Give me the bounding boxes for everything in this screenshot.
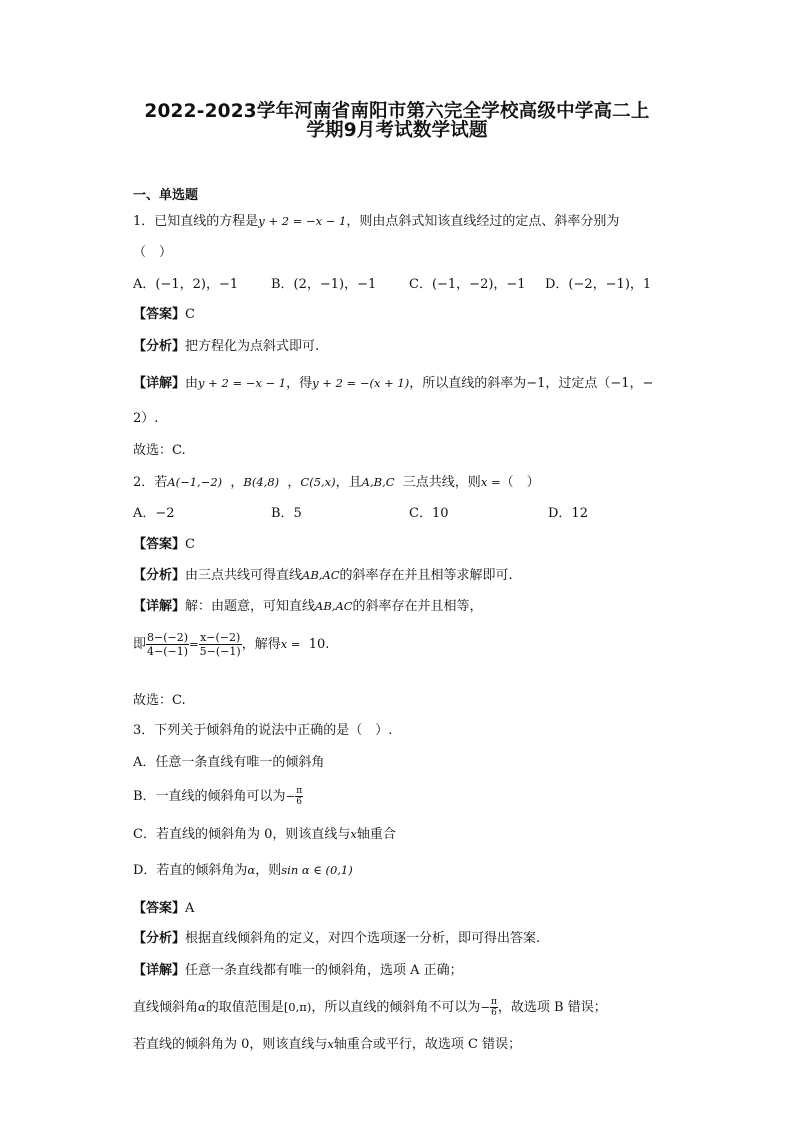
q2-analysis-line: [133, 566, 513, 585]
q1-options: [0, 276, 794, 294]
q2-choose-label: 故选：: [133, 693, 173, 708]
q3-detail-2-mid-2: ，所以直线的倾斜角不可以为: [311, 1000, 481, 1015]
q2-fraction-2-numerator: x−(−2): [200, 631, 241, 644]
q2-detail-line: [133, 597, 483, 616]
q2-detail-post: 的斜率存在并且相等，: [352, 599, 483, 614]
q1-answer-line: [133, 306, 195, 324]
q1-detail-line: [133, 374, 653, 393]
q2-eq-sign: =: [189, 637, 199, 651]
section-heading: 一、单选题: [133, 188, 199, 203]
q2-analysis-post: 的斜率存在并且相等求解即可.: [339, 568, 513, 583]
q3-detail-2-fraction-denominator: 6: [491, 1008, 497, 1018]
q3-detail-3-pre: 若直线的倾斜角为 0，则该直线与: [133, 1037, 328, 1052]
q2-detail-math: AB,AC: [315, 599, 353, 613]
q3-option-b-fraction: [295, 786, 303, 807]
q2-eq-pre: 即: [133, 637, 147, 652]
q3-detail-3-var: x: [327, 1037, 334, 1051]
q3-option-d: [133, 861, 353, 880]
q3-answer-value: A: [185, 901, 195, 916]
q2-stem-mid: ，且: [335, 475, 362, 490]
q1-option-c: C．(−1，−2)，−1: [409, 277, 526, 292]
q2-options: [0, 505, 794, 523]
q1-option-b: B．(2，−1)，−1: [271, 277, 377, 292]
q3-detail-label: 【详解】: [133, 963, 186, 978]
q2-point-b: B(4,8): [243, 475, 280, 489]
q2-detail-label: 【详解】: [133, 599, 186, 614]
q2-option-a: A．−2: [133, 506, 175, 521]
q1-answer-value: C: [185, 307, 195, 322]
q1-choose-line: [133, 442, 186, 460]
q1-detail-label: 【详解】: [133, 376, 186, 391]
q2-answer-value: C: [185, 537, 195, 552]
q3-option-c-var: x: [350, 827, 357, 841]
q2-fraction-1-denominator: 4−(−1): [147, 645, 189, 658]
q3-option-b-fraction-denominator: 6: [296, 797, 303, 807]
q1-paren: （ ）: [133, 245, 173, 260]
q2-analysis-math: AB,AC: [302, 568, 340, 582]
q3-option-d-mid: ，则: [255, 863, 282, 878]
q2-eq-value: 10.: [308, 637, 330, 652]
q2-fraction-2: [199, 631, 242, 658]
q1-stem-pre: 1．已知直线的方程是: [133, 214, 259, 229]
q1-analysis-line: [133, 338, 319, 356]
q3-option-b-fraction-numerator: π: [296, 786, 303, 796]
q2-analysis-label: 【分析】: [133, 568, 186, 583]
q1-detail-post: ，所以直线的斜率为−1，过定点（−1，−: [409, 376, 654, 391]
q2-point-c: C(5,x): [300, 475, 336, 489]
q1-option-a: A．(−1，2)，−1: [133, 277, 239, 292]
q1-analysis-text: 把方程化为点斜式即可.: [185, 339, 320, 354]
q1-choose-value: C.: [172, 443, 186, 458]
q3-option-b: [133, 784, 303, 809]
q2-point-a: A(−1,−2): [167, 475, 223, 489]
q1-detail-line-2: 2）.: [133, 411, 159, 426]
q3-analysis-line: [133, 930, 540, 948]
q1-stem-post: ，则由点斜式知该直线经过的定点、斜率分别为: [346, 214, 620, 229]
q2-sep-2: ，: [287, 475, 301, 490]
q2-answer-label: 【答案】: [133, 537, 186, 552]
q2-choose-value: C.: [172, 693, 186, 708]
q3-option-a: A．任意一条直线有唯一的倾斜角: [133, 755, 325, 770]
q2-fraction-1: [146, 631, 189, 658]
q2-points-abc: A,B,C: [361, 475, 395, 489]
q3-analysis-label: 【分析】: [133, 931, 186, 946]
q3-option-d-math: sin α ∈ (0,1): [281, 863, 353, 877]
q3-option-d-var: α: [247, 863, 256, 877]
q3-detail-line-2: [133, 995, 607, 1020]
q3-option-c: [133, 825, 396, 844]
q1-answer-label: 【答案】: [133, 307, 186, 322]
q3-option-c-pre: C．若直线的倾斜角为 0，则该直线与: [133, 827, 351, 842]
q1-stem-math: y + 2 = −x − 1: [258, 214, 347, 228]
q2-eq-var: x =: [280, 637, 301, 651]
q3-detail-2-math: [0,π): [283, 1000, 312, 1014]
q3-detail-2-mid: 的取值范围是: [205, 1000, 284, 1015]
q1-detail-math-1: y + 2 = −x − 1: [198, 376, 287, 390]
q1-stem: [133, 212, 619, 231]
q2-choose-line: [133, 692, 186, 710]
q2-stem: [133, 473, 540, 492]
q3-option-d-pre: D．若直的倾斜角为: [133, 863, 248, 878]
q3-detail-2-fraction-numerator: π: [490, 997, 497, 1007]
q3-detail-2-pre: 直线倾斜角: [133, 1000, 199, 1015]
q2-option-b: B．5: [271, 506, 302, 521]
q3-detail-text-1: 任意一条直线都有唯一的倾斜角，选项 A 正确；: [185, 963, 463, 978]
q2-stem-post: （ ）: [500, 475, 540, 490]
q3-option-b-text: B．一直线的倾斜角可以为: [133, 789, 286, 804]
q1-choose-label: 故选：: [133, 443, 173, 458]
q3-analysis-text: 根据直线倾斜角的定义，对四个选项逐一分析，即可得出答案.: [185, 931, 541, 946]
q3-answer-line: [133, 900, 194, 918]
q2-option-c: C．10: [409, 506, 449, 521]
q2-x-equals: x =: [480, 475, 501, 489]
q3-detail-2-fraction: [490, 997, 498, 1018]
q2-detail-pre: 解：由题意，可知直线: [185, 599, 316, 614]
q1-detail-math-2: y + 2 = −(x + 1): [312, 376, 410, 390]
document-title-line-1: 2022-2023学年河南省南阳市第六完全学校高级中学高二上: [144, 101, 650, 122]
q3-detail-line-1: [133, 962, 463, 980]
q2-sep-1: ，: [230, 475, 244, 490]
q2-fraction-1-numerator: 8−(−2): [147, 631, 189, 644]
q2-analysis-pre: 由三点共线可得直线: [185, 568, 303, 583]
q2-stem-mid-2: 三点共线，则: [402, 475, 481, 490]
q1-option-d: D．(−2，−1)，1: [545, 277, 652, 292]
q2-equation-line: [133, 630, 329, 659]
q3-detail-2-post: ，故选项 B 错误；: [497, 1000, 607, 1015]
q3-detail-3-post: 轴重合或平行，故选项 C 错误；: [333, 1037, 522, 1052]
q2-answer-line: [133, 536, 195, 554]
q2-stem-pre: 2．若: [133, 475, 168, 490]
q3-option-b-sign: −: [285, 789, 296, 803]
q3-detail-2-var: α: [198, 1000, 206, 1014]
q3-detail-line-3: [133, 1035, 521, 1054]
document-title-line-2: 学期9月考试数学试题: [306, 120, 488, 141]
q2-eq-mid: ，解得: [241, 637, 281, 652]
q3-option-c-post: 轴重合: [356, 827, 396, 842]
q1-detail-pre: 由: [185, 376, 199, 391]
q3-stem: 3．下列关于倾斜角的说法中正确的是（ ）.: [133, 723, 393, 738]
q1-analysis-label: 【分析】: [133, 339, 186, 354]
q2-option-d: D．12: [548, 506, 588, 521]
q2-fraction-2-denominator: 5−(−1): [199, 645, 241, 658]
q3-answer-label: 【答案】: [133, 901, 186, 916]
q3-detail-2-sign: −: [480, 1000, 490, 1014]
q1-detail-mid: ，得: [286, 376, 313, 391]
